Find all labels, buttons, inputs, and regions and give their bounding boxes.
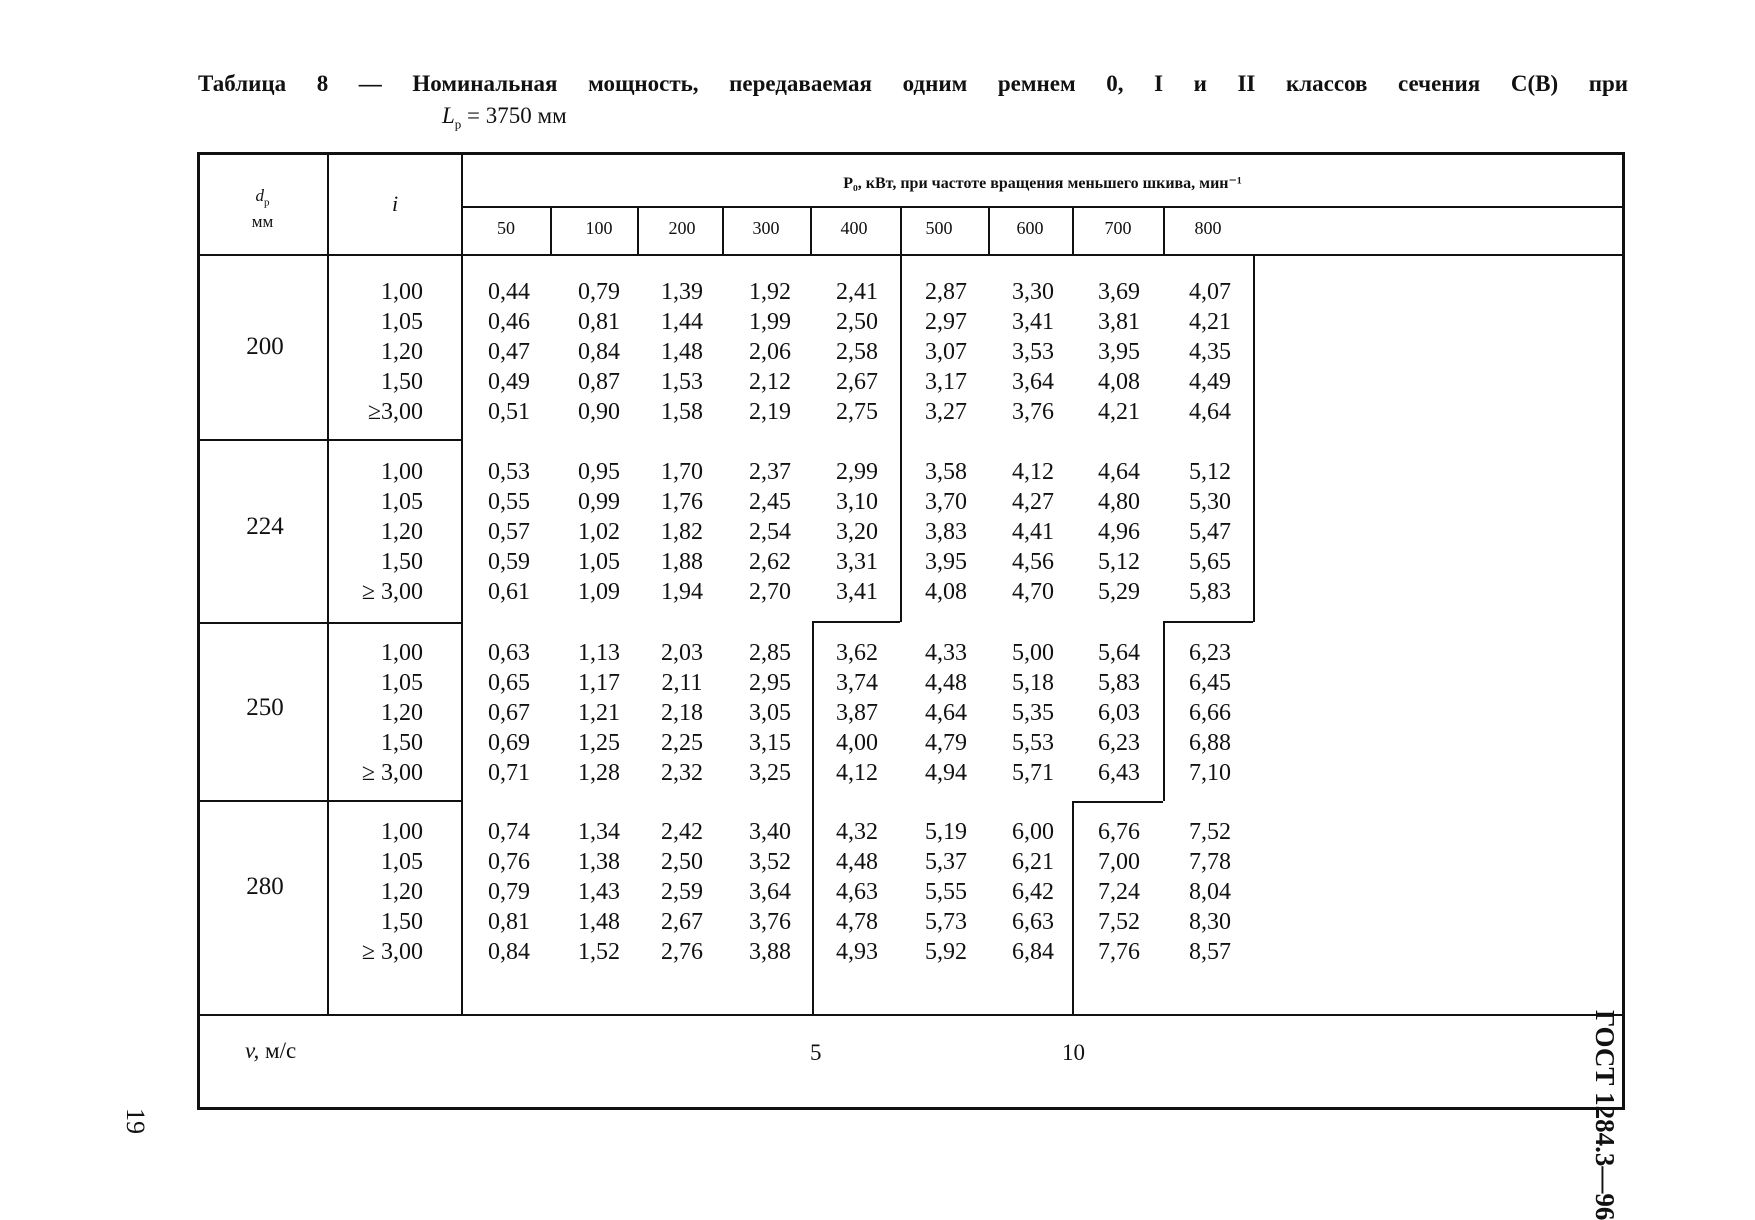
power-value: 2,42 xyxy=(661,819,703,845)
power-value: 0,67 xyxy=(488,700,530,726)
power-value: 4,49 xyxy=(1189,369,1231,395)
power-value: 2,25 xyxy=(661,730,703,756)
header-bottom-rule xyxy=(197,254,1625,256)
power-value: 3,95 xyxy=(1098,339,1140,365)
power-value: 2,50 xyxy=(836,309,878,335)
group-separator-0 xyxy=(197,439,461,441)
power-value: 1,53 xyxy=(661,369,703,395)
power-value: 0,81 xyxy=(488,909,530,935)
power-value: 2,95 xyxy=(749,670,791,696)
ratio-value: 1,00 xyxy=(381,279,423,305)
power-value: 4,48 xyxy=(836,849,878,875)
table-caption: Таблица 8 — Номинальная мощность, передаваемая одним ремнем 0, I и II классов сечения С(В) при xyxy=(198,71,1628,96)
ratio-value: ≥ 3,00 xyxy=(361,579,423,605)
frequency-divider-2 xyxy=(722,206,724,254)
power-value: 1,70 xyxy=(661,459,703,485)
power-value: 2,06 xyxy=(749,339,791,365)
power-value: 1,34 xyxy=(578,819,620,845)
power-value: 5,00 xyxy=(1012,640,1054,666)
power-value: 0,57 xyxy=(488,519,530,545)
power-value: 1,39 xyxy=(661,279,703,305)
power-value: 4,80 xyxy=(1098,489,1140,515)
power-value: 3,40 xyxy=(749,819,791,845)
diameter-subscript: p xyxy=(264,196,270,209)
power-value: 0,53 xyxy=(488,459,530,485)
power-value: 1,25 xyxy=(578,730,620,756)
power-value: 2,58 xyxy=(836,339,878,365)
power-value: 1,43 xyxy=(578,879,620,905)
power-value: 1,48 xyxy=(661,339,703,365)
power-value: 3,70 xyxy=(925,489,967,515)
frequency-divider-5 xyxy=(988,206,990,254)
power-value: 2,18 xyxy=(661,700,703,726)
power-value: 2,50 xyxy=(661,849,703,875)
power-value: 3,07 xyxy=(925,339,967,365)
power-value: 0,81 xyxy=(578,309,620,335)
power-value: 5,37 xyxy=(925,849,967,875)
power-value: 0,99 xyxy=(578,489,620,515)
power-value: 4,07 xyxy=(1189,279,1231,305)
power-value: 4,94 xyxy=(925,760,967,786)
power-value: 0,69 xyxy=(488,730,530,756)
power-value: 1,94 xyxy=(661,579,703,605)
frequency-header: 800 xyxy=(1194,218,1222,238)
power-value: 6,66 xyxy=(1189,700,1231,726)
footer-speed-10: 10 xyxy=(1062,1040,1085,1065)
power-value: 3,74 xyxy=(836,670,878,696)
power-value: 4,33 xyxy=(925,640,967,666)
power-value: 4,32 xyxy=(836,819,878,845)
power-value: 3,87 xyxy=(836,700,878,726)
power-value: 2,67 xyxy=(661,909,703,935)
power-value: 6,00 xyxy=(1012,819,1054,845)
speed-boundary-10-step-a xyxy=(1163,621,1253,623)
power-value: 0,44 xyxy=(488,279,530,305)
power-value: 5,83 xyxy=(1189,579,1231,605)
ratio-value: 1,50 xyxy=(381,549,423,575)
power-value: 0,46 xyxy=(488,309,530,335)
power-value: 2,12 xyxy=(749,369,791,395)
power-value: 3,83 xyxy=(925,519,967,545)
power-value: 3,64 xyxy=(1012,369,1054,395)
power-value: 2,62 xyxy=(749,549,791,575)
power-value: 6,84 xyxy=(1012,939,1054,965)
power-value: 4,35 xyxy=(1189,339,1231,365)
ratio-value: 1,05 xyxy=(381,309,423,335)
power-value: 6,03 xyxy=(1098,700,1140,726)
power-value: 0,87 xyxy=(578,369,620,395)
power-value: 1,13 xyxy=(578,640,620,666)
power-value: 3,52 xyxy=(749,849,791,875)
power-value: 2,67 xyxy=(836,369,878,395)
power-value: 7,52 xyxy=(1189,819,1231,845)
power-value: 0,79 xyxy=(488,879,530,905)
header-diameter xyxy=(200,186,325,232)
power-value: 1,05 xyxy=(578,549,620,575)
frequency-header: 400 xyxy=(840,218,868,238)
power-value: 1,09 xyxy=(578,579,620,605)
ratio-value: 1,20 xyxy=(381,700,423,726)
power-value: 8,30 xyxy=(1189,909,1231,935)
power-value: 4,70 xyxy=(1012,579,1054,605)
power-value: 1,44 xyxy=(661,309,703,335)
power-value: 4,96 xyxy=(1098,519,1140,545)
power-value: 3,88 xyxy=(749,939,791,965)
document-code: ГОСТ 1284.3—96 xyxy=(1590,1010,1620,1220)
frequency-header: 200 xyxy=(668,218,696,238)
power-value: 5,71 xyxy=(1012,760,1054,786)
power-value: 4,21 xyxy=(1189,309,1231,335)
frequency-header: 600 xyxy=(1016,218,1044,238)
power-value: 3,25 xyxy=(749,760,791,786)
power-value: 1,17 xyxy=(578,670,620,696)
power-value: 3,58 xyxy=(925,459,967,485)
power-value: 5,65 xyxy=(1189,549,1231,575)
ratio-value: ≥ 3,00 xyxy=(361,939,423,965)
power-value: 3,76 xyxy=(749,909,791,935)
ratio-value: 1,50 xyxy=(381,730,423,756)
ratio-value: 1,00 xyxy=(381,640,423,666)
power-value: 4,48 xyxy=(925,670,967,696)
power-value: 2,97 xyxy=(925,309,967,335)
power-value: 5,12 xyxy=(1098,549,1140,575)
diameter-value: 250 xyxy=(246,694,284,721)
power-value: 1,38 xyxy=(578,849,620,875)
group-separator-2 xyxy=(197,800,461,802)
ratio-value: 1,05 xyxy=(381,489,423,515)
power-value: 5,73 xyxy=(925,909,967,935)
power-value: 1,48 xyxy=(578,909,620,935)
power-value: 3,15 xyxy=(749,730,791,756)
power-value: 4,12 xyxy=(1012,459,1054,485)
power-value: 4,27 xyxy=(1012,489,1054,515)
power-value: 7,78 xyxy=(1189,849,1231,875)
power-value: 5,55 xyxy=(925,879,967,905)
power-value: 1,58 xyxy=(661,399,703,425)
power-value: 4,63 xyxy=(836,879,878,905)
frequency-divider-3 xyxy=(810,206,812,254)
power-value: 0,55 xyxy=(488,489,530,515)
frequency-header: 700 xyxy=(1104,218,1132,238)
power-value: 2,37 xyxy=(749,459,791,485)
power-value: 0,59 xyxy=(488,549,530,575)
frequency-header: 50 xyxy=(497,218,515,238)
speed-symbol: v, xyxy=(245,1038,260,1063)
footer-speed-5: 5 xyxy=(810,1040,822,1065)
power-value: 5,83 xyxy=(1098,670,1140,696)
power-value: 1,92 xyxy=(749,279,791,305)
power-value: 3,41 xyxy=(1012,309,1054,335)
power-value: 0,74 xyxy=(488,819,530,845)
ratio-value: ≥3,00 xyxy=(367,399,423,425)
power-value: 0,47 xyxy=(488,339,530,365)
power-value: 1,82 xyxy=(661,519,703,545)
speed-boundary-10-middle xyxy=(1163,621,1165,801)
ratio-value: 1,05 xyxy=(381,849,423,875)
power-value: 2,45 xyxy=(749,489,791,515)
power-value: 0,51 xyxy=(488,399,530,425)
power-value: 5,64 xyxy=(1098,640,1140,666)
ratio-value: 1,20 xyxy=(381,339,423,365)
power-value: 3,31 xyxy=(836,549,878,575)
power-value: 3,20 xyxy=(836,519,878,545)
frequency-divider-1 xyxy=(637,206,639,254)
diameter-value: 224 xyxy=(246,513,284,540)
power-value: 1,28 xyxy=(578,760,620,786)
ratio-value: 1,20 xyxy=(381,519,423,545)
power-value: 0,49 xyxy=(488,369,530,395)
page-number: 19 xyxy=(121,1108,150,1134)
power-value: 3,53 xyxy=(1012,339,1054,365)
power-value: 3,69 xyxy=(1098,279,1140,305)
power-value: 2,03 xyxy=(661,640,703,666)
power-value: 5,35 xyxy=(1012,700,1054,726)
power-value: 6,21 xyxy=(1012,849,1054,875)
power-value: 4,00 xyxy=(836,730,878,756)
header-power: P₀, кВт, при частоте вращения меньшего шкива, мин⁻¹ xyxy=(843,175,1242,192)
ratio-value: 1,20 xyxy=(381,879,423,905)
power-value: 0,84 xyxy=(488,939,530,965)
frequency-divider-6 xyxy=(1072,206,1074,254)
table-caption-length xyxy=(442,100,567,141)
power-value: 1,02 xyxy=(578,519,620,545)
power-value: 6,45 xyxy=(1189,670,1231,696)
power-value: 5,53 xyxy=(1012,730,1054,756)
power-value: 6,76 xyxy=(1098,819,1140,845)
power-value: 0,63 xyxy=(488,640,530,666)
ratio-value: 1,00 xyxy=(381,459,423,485)
power-value: 0,65 xyxy=(488,670,530,696)
power-value: 4,21 xyxy=(1098,399,1140,425)
power-value: 3,81 xyxy=(1098,309,1140,335)
power-value: 4,56 xyxy=(1012,549,1054,575)
power-value: 8,04 xyxy=(1189,879,1231,905)
power-value: 1,21 xyxy=(578,700,620,726)
diameter-symbol: d xyxy=(255,186,264,205)
power-value: 2,32 xyxy=(661,760,703,786)
power-value: 7,52 xyxy=(1098,909,1140,935)
power-value: 2,59 xyxy=(661,879,703,905)
power-value: 3,05 xyxy=(749,700,791,726)
footer-rule xyxy=(197,1014,1625,1016)
power-value: 3,27 xyxy=(925,399,967,425)
power-value: 6,23 xyxy=(1098,730,1140,756)
power-value: 5,47 xyxy=(1189,519,1231,545)
power-value: 3,10 xyxy=(836,489,878,515)
power-value: 2,54 xyxy=(749,519,791,545)
speed-boundary-5-step xyxy=(812,621,900,623)
power-value: 6,43 xyxy=(1098,760,1140,786)
speed-boundary-5-upper xyxy=(900,254,902,622)
power-value: 1,88 xyxy=(661,549,703,575)
power-value: 5,18 xyxy=(1012,670,1054,696)
speed-boundary-10-upper xyxy=(1253,254,1255,622)
frequency-divider-7 xyxy=(1163,206,1165,254)
power-value: 4,12 xyxy=(836,760,878,786)
power-value: 2,76 xyxy=(661,939,703,965)
power-value: 5,19 xyxy=(925,819,967,845)
power-value: 0,71 xyxy=(488,760,530,786)
power-value: 4,79 xyxy=(925,730,967,756)
power-value: 7,00 xyxy=(1098,849,1140,875)
power-value: 7,24 xyxy=(1098,879,1140,905)
footer-speed-label xyxy=(245,1038,296,1064)
header-ratio: i xyxy=(391,191,399,216)
power-value: 2,99 xyxy=(836,459,878,485)
frequency-header: 300 xyxy=(752,218,780,238)
frequency-header: 500 xyxy=(925,218,953,238)
length-value: = 3750 мм xyxy=(461,103,567,128)
power-value: 2,41 xyxy=(836,279,878,305)
power-value: 7,76 xyxy=(1098,939,1140,965)
power-value: 0,95 xyxy=(578,459,620,485)
power-value: 0,76 xyxy=(488,849,530,875)
power-value: 0,79 xyxy=(578,279,620,305)
power-value: 3,64 xyxy=(749,879,791,905)
frequency-divider-0 xyxy=(550,206,552,254)
diameter-value: 280 xyxy=(246,873,284,900)
power-value: 6,42 xyxy=(1012,879,1054,905)
power-value: 3,76 xyxy=(1012,399,1054,425)
power-value: 4,93 xyxy=(836,939,878,965)
power-value: 2,70 xyxy=(749,579,791,605)
ratio-value: 1,50 xyxy=(381,909,423,935)
power-value: 1,52 xyxy=(578,939,620,965)
length-symbol: L xyxy=(442,103,455,128)
power-value: 6,88 xyxy=(1189,730,1231,756)
ratio-column-rule xyxy=(461,152,463,1014)
power-value: 5,92 xyxy=(925,939,967,965)
speed-boundary-10-step-b xyxy=(1072,801,1163,803)
power-value: 6,23 xyxy=(1189,640,1231,666)
power-value: 6,63 xyxy=(1012,909,1054,935)
power-value: 3,62 xyxy=(836,640,878,666)
frequency-header: 100 xyxy=(585,218,613,238)
power-value: 4,41 xyxy=(1012,519,1054,545)
power-value: 4,64 xyxy=(1098,459,1140,485)
power-value: 2,75 xyxy=(836,399,878,425)
power-value: 1,99 xyxy=(749,309,791,335)
power-value: 4,64 xyxy=(1189,399,1231,425)
power-value: 3,17 xyxy=(925,369,967,395)
power-value: 4,64 xyxy=(925,700,967,726)
power-value: 3,30 xyxy=(1012,279,1054,305)
length-subscript: p xyxy=(454,116,462,132)
power-value: 8,57 xyxy=(1189,939,1231,965)
diameter-unit: мм xyxy=(251,212,274,232)
group-separator-1 xyxy=(197,622,461,624)
power-value: 2,87 xyxy=(925,279,967,305)
power-value: 4,08 xyxy=(1098,369,1140,395)
power-value: 0,90 xyxy=(578,399,620,425)
speed-unit: м/с xyxy=(265,1038,297,1063)
power-value: 2,11 xyxy=(661,670,703,696)
power-value: 5,30 xyxy=(1189,489,1231,515)
ratio-value: ≥ 3,00 xyxy=(361,760,423,786)
power-value: 7,10 xyxy=(1189,760,1231,786)
ratio-value: 1,00 xyxy=(381,819,423,845)
power-value: 3,41 xyxy=(836,579,878,605)
frequency-divider-4 xyxy=(900,206,902,254)
power-value: 5,12 xyxy=(1189,459,1231,485)
speed-boundary-5-lower xyxy=(812,621,814,1014)
power-value: 0,84 xyxy=(578,339,620,365)
diameter-value: 200 xyxy=(246,333,284,360)
power-value: 4,78 xyxy=(836,909,878,935)
power-value: 0,61 xyxy=(488,579,530,605)
power-value: 5,29 xyxy=(1098,579,1140,605)
power-value: 2,19 xyxy=(749,399,791,425)
ratio-value: 1,05 xyxy=(381,670,423,696)
power-value: 2,85 xyxy=(749,640,791,666)
power-value: 4,08 xyxy=(925,579,967,605)
power-value: 1,76 xyxy=(661,489,703,515)
ratio-value: 1,50 xyxy=(381,369,423,395)
power-value: 3,95 xyxy=(925,549,967,575)
